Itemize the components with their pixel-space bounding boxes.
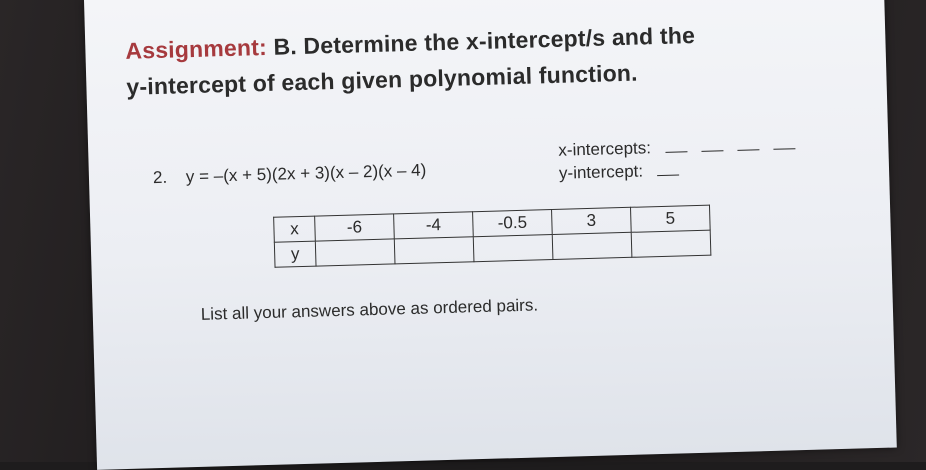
screen	[84, 0, 897, 470]
x-value-cell: 5	[631, 205, 711, 232]
x-intercept-blank-3[interactable]	[737, 148, 759, 151]
problem-2	[153, 161, 427, 189]
x-intercept-blank-4[interactable]	[773, 147, 795, 150]
x-value-cell: -0.5	[473, 210, 553, 237]
y-intercept-label: y-intercept:	[558, 161, 644, 183]
footer-instruction: List all your answers above as ordered pairs.	[200, 295, 539, 324]
y-value-cell[interactable]	[394, 237, 474, 264]
y-value-cell[interactable]	[315, 239, 395, 266]
xy-table	[273, 205, 711, 268]
assignment-label: Assignment:	[125, 33, 268, 64]
x-intercepts-label: x-intercepts:	[558, 138, 652, 160]
x-value-cell: -4	[394, 212, 474, 239]
assignment-title	[125, 17, 697, 105]
answer-blanks	[558, 132, 796, 185]
instruction-line-1: B. Determine the x-intercept/s and the	[273, 21, 696, 60]
y-header: y	[274, 241, 316, 267]
instruction-line-2: y-intercept of each given polynomial function.	[126, 59, 639, 100]
y-intercept-blank[interactable]	[657, 173, 679, 176]
x-intercept-blank-1[interactable]	[665, 150, 687, 153]
y-value-cell[interactable]	[552, 232, 632, 259]
y-value-cell[interactable]	[473, 235, 553, 262]
x-value-cell: -6	[315, 214, 395, 241]
problem-equation: y = –(x + 5)(2x + 3)(x – 2)(x – 4)	[185, 160, 427, 187]
x-header: x	[274, 216, 316, 242]
y-value-cell[interactable]	[631, 230, 711, 257]
problem-number: 2.	[152, 167, 168, 188]
x-intercept-blank-2[interactable]	[701, 149, 723, 152]
x-value-cell: 3	[552, 207, 632, 234]
